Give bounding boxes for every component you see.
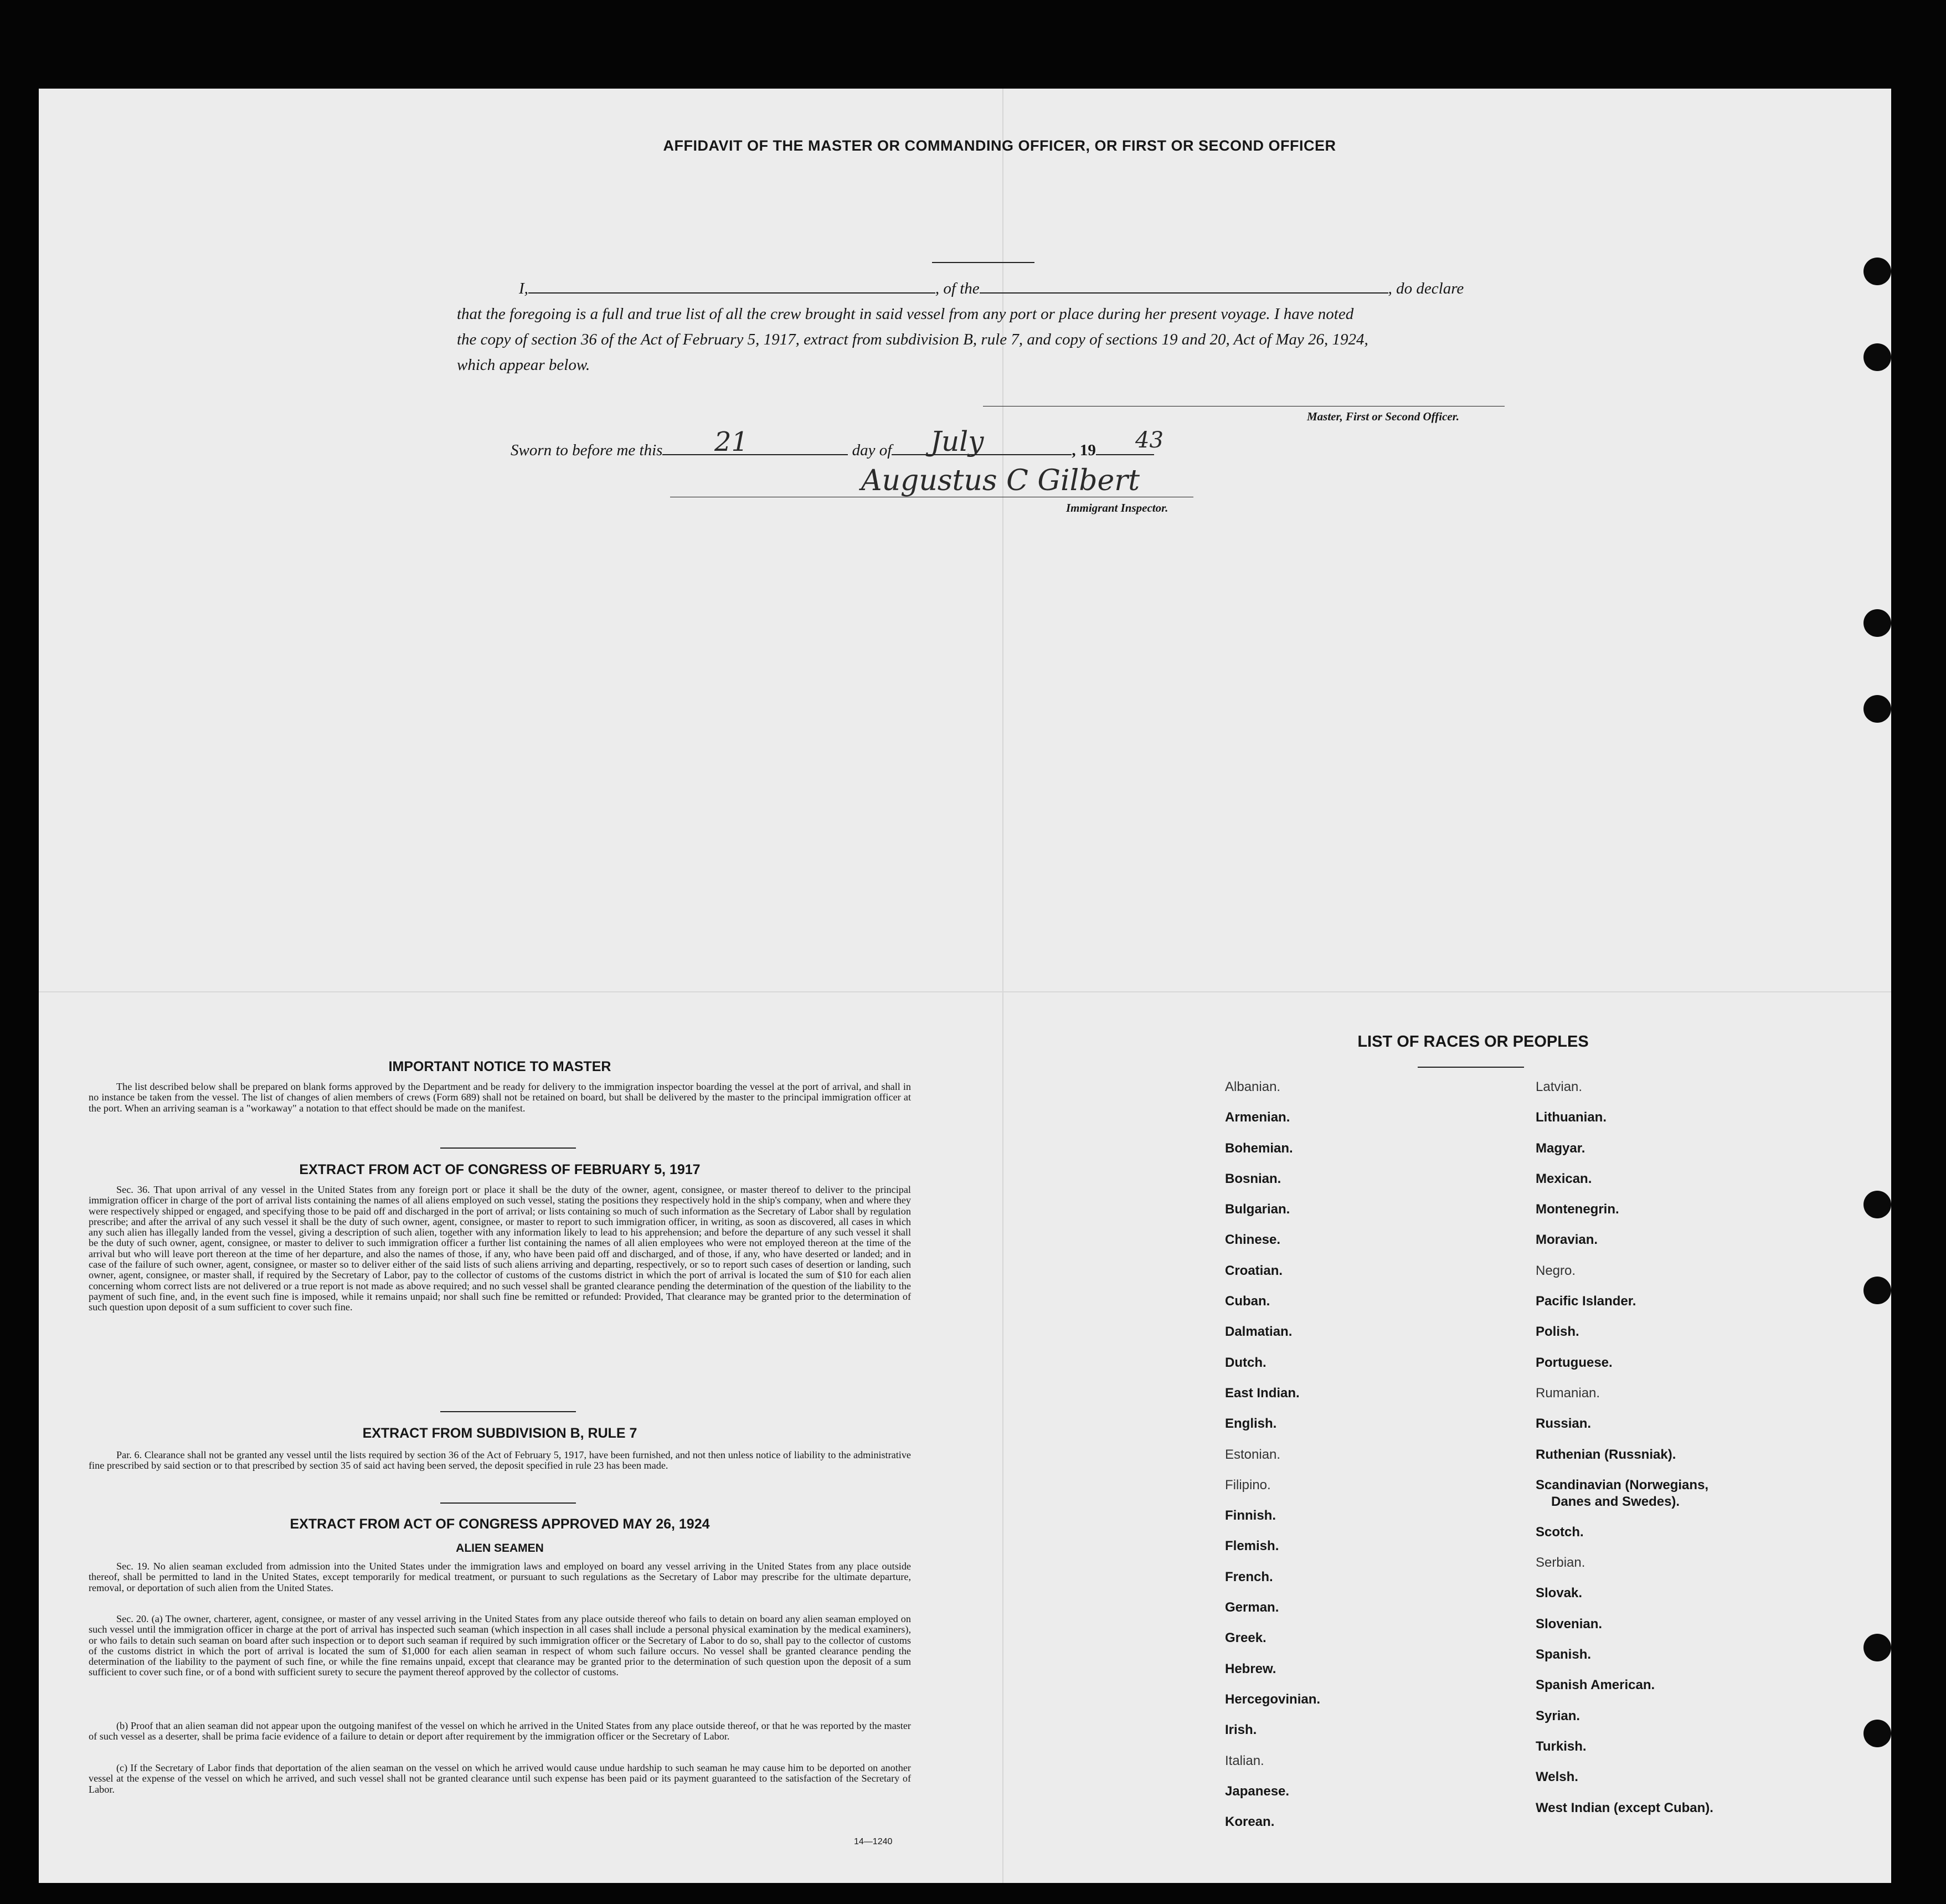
- sworn-day-field[interactable]: [662, 441, 848, 455]
- race-item: Negro.: [1536, 1263, 1576, 1278]
- race-item: Albanian.: [1225, 1079, 1281, 1094]
- race-item: Danes and Swedes).: [1551, 1494, 1680, 1509]
- races-left-column: [1225, 1079, 1320, 1844]
- race-item: Slovenian.: [1536, 1616, 1603, 1632]
- sworn-row: [511, 438, 1154, 463]
- race-item: Finnish.: [1225, 1508, 1276, 1524]
- race-item: Spanish American.: [1536, 1677, 1655, 1693]
- race-item: Polish.: [1536, 1324, 1579, 1340]
- sworn-year-handwritten: 43: [1135, 428, 1164, 453]
- extract-1924-title: EXTRACT FROM ACT OF CONGRESS APPROVED MAY 26, 1924: [290, 1516, 710, 1532]
- notice-text: The list described below shall be prepared on blank forms approved by the Department and be ready for delivery to the immigration inspector boarding the vessel at the port of arrival, and shall in no instance be taken from the vessel. The list of changes of alien members of crews (Form 689) shall not be retained on board, but shall be delivered by the master to the principal immigration officer at the port. When an arriving seaman is a "workaway" a notation to that effect should be made on the manifest.: [89, 1081, 911, 1114]
- declaration-line: [519, 276, 1464, 301]
- races-title-underline: [1418, 1067, 1524, 1068]
- year-prefix: , 19: [1072, 441, 1096, 459]
- race-item: Croatian.: [1225, 1263, 1283, 1278]
- race-item: Bohemian.: [1225, 1140, 1293, 1156]
- race-item: Cuban.: [1225, 1294, 1270, 1309]
- race-item: Slovak.: [1536, 1586, 1583, 1601]
- horizontal-fold-line: [39, 991, 1891, 992]
- sworn-month-handwritten: July: [930, 425, 984, 457]
- race-item: Rumanian.: [1536, 1385, 1600, 1401]
- race-item: Bulgarian.: [1225, 1202, 1290, 1217]
- section-divider: [440, 1411, 576, 1412]
- race-item: Portuguese.: [1536, 1355, 1613, 1370]
- vessel-name-field[interactable]: [980, 279, 1388, 294]
- sec20c-text: (c) If the Secretary of Labor finds that deportation of the alien seaman on the vessel on which he arrived would cause undue hardship to such seaman he may cause him to be deported on another vessel at the expense of the vessel on which he arrived, and such vessel shall not be granted clearance until such expense has been paid or its payment guaranteed to the satisfaction of the Secretary of Labor.: [89, 1762, 911, 1795]
- race-item: Irish.: [1225, 1722, 1257, 1738]
- sec19-text: Sec. 19. No alien seaman excluded from admission into the United States under the immigration laws and employed on board any vessel arriving in the United States from any place outside thereof, shall be permitted to land in the United States, except temporarily for medical treatment, or pursuant to such regulations as the Secretary of Labor may prescribe for the ultimate departure, removal, or deportation of such alien from the United States.: [89, 1561, 911, 1593]
- form-number: 14—1240: [854, 1837, 893, 1846]
- sec20b-text: (b) Proof that an alien seaman did not appear upon the outgoing manifest of the vessel on which he arrived in the United States from any place outside thereof, or that he was reported by the master of such vessel as a deserter, shall be prima facie evidence of a failure to detain or deport after requirement by the immigration officer or the Secretary of Labor.: [89, 1720, 911, 1742]
- extract-rule7-title: EXTRACT FROM SUBDIVISION B, RULE 7: [362, 1426, 637, 1441]
- punch-hole-icon: [1863, 343, 1891, 371]
- master-caption: Master, First or Second Officer.: [1307, 410, 1459, 423]
- sec20a-text: Sec. 20. (a) The owner, charterer, agent, consignee, or master of any vessel arriving in the United States from any place outside thereof who fails to detain on board any alien seaman employed on such vessel until the immigration officer in charge at the port of arrival has inspected such seaman (which inspection in all cases shall include a personal physical examination by the medical examiners), or who fails to detain such seaman on board after such inspection or to deport such seaman if required by such immigration officer or the Secretary of Labor to do so, shall pay to the collector of customs of the customs district in which the port of arrival is located the sum of $1,000 for each alien seaman in respect of whom such failure occurs. No vessel shall be granted clearance pending the determination of the liability to the payment of such fine, or while the fine remains unpaid, except that clearance may be granted prior to the determination of such question upon the deposit of a sum sufficient to cover such fine, or of a bond with sufficient surety to secure the payment thereof approved by the collector of customs.: [89, 1613, 911, 1678]
- race-item: Korean.: [1225, 1814, 1275, 1830]
- affidavit-text-line: which appear below.: [457, 356, 590, 374]
- race-item: Lithuanian.: [1536, 1110, 1607, 1125]
- race-item: Welsh.: [1536, 1769, 1578, 1785]
- declarant-prefix: I,: [519, 280, 528, 297]
- day-of-label: day of: [852, 441, 892, 459]
- sworn-prefix: Sworn to before me this: [511, 441, 663, 459]
- race-item: Bosnian.: [1225, 1171, 1281, 1186]
- race-item: Filipino.: [1225, 1477, 1271, 1493]
- race-item: Hercegovinian.: [1225, 1691, 1321, 1707]
- section-divider: [440, 1502, 576, 1504]
- race-item: Turkish.: [1536, 1738, 1587, 1754]
- race-item: Syrian.: [1536, 1708, 1581, 1723]
- race-item: Dalmatian.: [1225, 1324, 1293, 1340]
- race-item: Estonian.: [1225, 1447, 1281, 1462]
- race-item: East Indian.: [1225, 1385, 1300, 1401]
- punch-hole-icon: [1863, 1634, 1891, 1661]
- race-item: Italian.: [1225, 1753, 1264, 1768]
- race-item: Spanish.: [1536, 1647, 1592, 1663]
- extract-1917-title: EXTRACT FROM ACT OF CONGRESS OF FEBRUARY 5, 1917: [299, 1162, 701, 1177]
- race-item: English.: [1225, 1416, 1277, 1432]
- vertical-fold-line: [1002, 89, 1003, 1883]
- sworn-day-handwritten: 21: [714, 426, 749, 457]
- extract-rule7-text: Par. 6. Clearance shall not be granted any vessel until the lists required by section 36 of the Act of February 5, 1917, have been furnished, and not then unless notice of liability to the administrative fine prescribed by said section or to that prescribed by section 35 of said act having been served, the deposit specified in rule 23 has been made.: [89, 1449, 911, 1471]
- vessel-prefix: , of the: [935, 280, 980, 297]
- race-item: West Indian (except Cuban).: [1536, 1800, 1713, 1815]
- declarant-name-field[interactable]: [528, 279, 935, 294]
- race-item: Scandinavian (Norwegians,: [1536, 1477, 1709, 1493]
- inspector-caption: Immigrant Inspector.: [1066, 501, 1168, 514]
- punch-hole-icon: [1863, 1191, 1891, 1218]
- race-item: Japanese.: [1225, 1783, 1290, 1799]
- race-item: Dutch.: [1225, 1355, 1267, 1370]
- race-item: Chinese.: [1225, 1232, 1281, 1248]
- race-item: Mexican.: [1536, 1171, 1592, 1186]
- races-title: LIST OF RACES OR PEOPLES: [1357, 1033, 1589, 1051]
- race-item: Armenian.: [1225, 1110, 1290, 1125]
- punch-hole-icon: [1863, 609, 1891, 637]
- race-item: Latvian.: [1536, 1079, 1583, 1094]
- inspector-signature: Augustus C Gilbert: [861, 464, 1140, 497]
- race-item: Serbian.: [1536, 1555, 1585, 1571]
- race-item: Greek.: [1225, 1630, 1267, 1646]
- title-underline: [932, 262, 1034, 263]
- race-item: Scotch.: [1536, 1524, 1584, 1540]
- punch-hole-icon: [1863, 1277, 1891, 1304]
- race-item: Magyar.: [1536, 1140, 1585, 1156]
- races-right-column: [1536, 1079, 1713, 1830]
- punch-hole-icon: [1863, 1720, 1891, 1747]
- punch-hole-icon: [1863, 258, 1891, 285]
- race-item: Montenegrin.: [1536, 1202, 1619, 1217]
- affidavit-title: AFFIDAVIT OF THE MASTER OR COMMANDING OFFICER, OR FIRST OR SECOND OFFICER: [663, 137, 1336, 154]
- affidavit-text-line: that the foregoing is a full and true list of all the crew brought in said vessel from any port or place during her present voyage. I have noted: [457, 305, 1354, 323]
- declaration-suffix: , do declare: [1388, 280, 1464, 297]
- extract-1917-text: Sec. 36. That upon arrival of any vessel in the United States from any foreign port or place it shall be the duty of the owner, agent, consignee, or master thereof to deliver to the principal immigration officer in charge of the port of arrival lists containing the names of all aliens employed on such vessel, stating the positions they respectively hold in the ship's company, when and where they were respectively shipped or engaged, and specifying those to be paid off and discharged in the port of arrival; or lists containing so much of such information as the Secretary of Labor shall by regulation prescribe; and after the arrival of any such vessel it shall be the duty of such owner, agent, consignee, or master to report to such immigration officer, in writing, as soon as discovered, all cases in which any such alien has illegally landed from the vessel, giving a description of such alien, together with any information likely to lead to his apprehension; and before the departure of any such vessel it shall be the duty of such owner, agent, consignee, or master to deliver to such immigration officer a further list containing the names of all alien employees who were not employed thereon at the time of the arrival but who will leave port thereon at the time of her departure, and also the names of those, if any, who have been paid off and discharged, and of those, if any, who have deserted or landed; and in case of the failure of such owner, agent, consignee, or master so to deliver either of the said lists of such aliens arriving and departing, respectively, or so to report such cases of desertion or landing, such owner, agent, consignee, or master shall, if required by the Secretary of Labor, pay to the collector of customs of the customs district in which the port of arrival is located the sum of $10 for each alien concerning whom correct lists are not delivered or a true report is not made as above required; and no such vessel shall be granted clearance pending the determination of the question of the liability to the payment of such fine, and, in the event such fine is imposed, while it remains unpaid; nor shall such fine be remitted or refunded: Provided, That clearance may be granted prior to the determination of such question upon deposit of a sum sufficient to cover such fine.: [89, 1184, 911, 1313]
- race-item: Moravian.: [1536, 1232, 1598, 1248]
- race-item: Pacific Islander.: [1536, 1294, 1636, 1309]
- race-item: Flemish.: [1225, 1538, 1279, 1554]
- affidavit-text-line: the copy of section 36 of the Act of February 5, 1917, extract from subdivision B, rule 7, and copy of sections 19 and 20, Act of May 26, 1924,: [457, 331, 1368, 348]
- race-item: French.: [1225, 1569, 1273, 1584]
- race-item: Russian.: [1536, 1416, 1592, 1432]
- notice-title: IMPORTANT NOTICE TO MASTER: [388, 1059, 611, 1074]
- section-divider: [440, 1147, 576, 1149]
- race-item: Hebrew.: [1225, 1661, 1276, 1676]
- alien-seamen-subtitle: ALIEN SEAMEN: [456, 1542, 544, 1555]
- punch-hole-icon: [1863, 695, 1891, 723]
- race-item: German.: [1225, 1600, 1279, 1615]
- race-item: Ruthenian (Russniak).: [1536, 1447, 1676, 1462]
